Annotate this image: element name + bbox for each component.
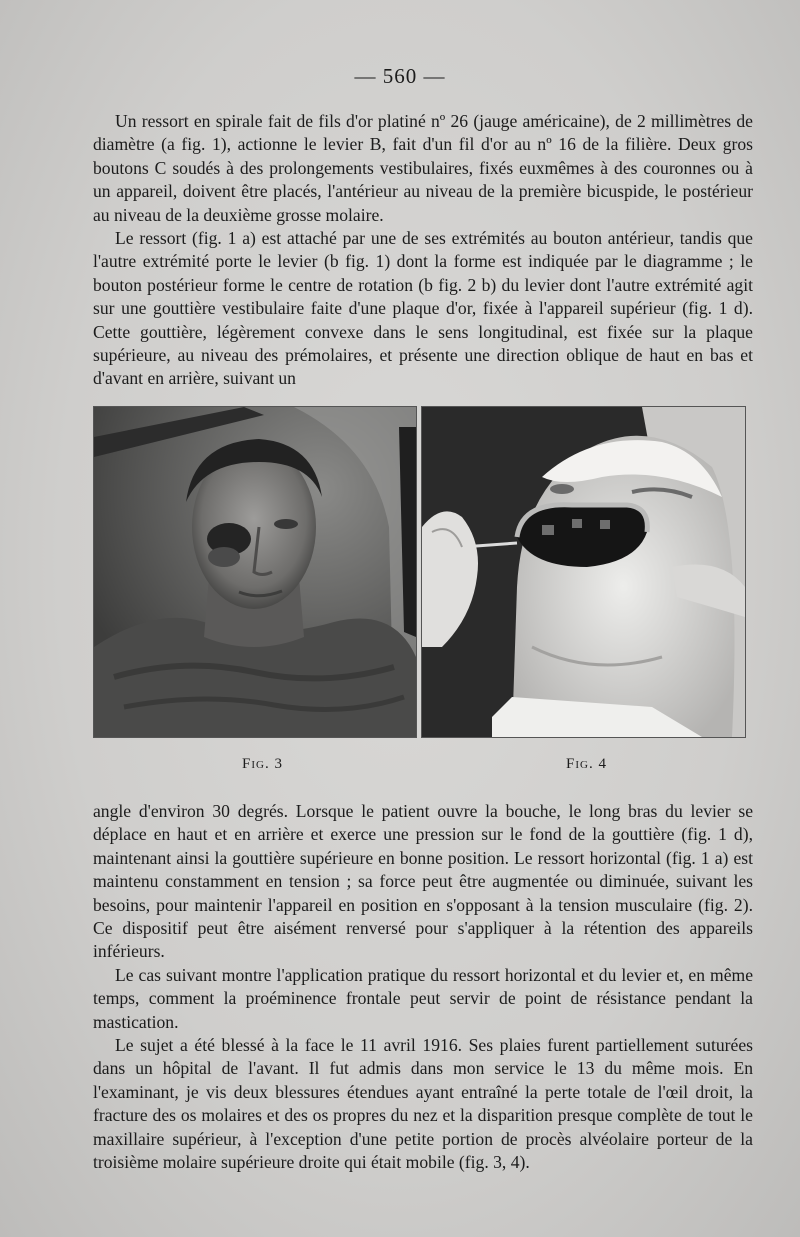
figure-3-caption: Fig. 3 (242, 756, 283, 772)
paragraph: Un ressort en spirale fait de fils d'or platiné nº 26 (jauge américaine), de 2 millimètres de diamètre (a fig. 1), actionne le levier B, fait d'un fil d'or au nº 16 de la filière. Deux gros boutons C soudés à des prolongements vestibulaires, fixés euxmêmes à des couronnes ou à un appareil, doivent être placés, l'antérieur au niveau de la première bicuspide, le postérieur au niveau de la deuxième grosse molaire. (93, 111, 753, 225)
text-block-top (93, 110, 753, 391)
paragraph: Le sujet a été blessé à la face le 11 avril 1916. Ses plaies furent partiellement suturées dans un hôpital de l'avant. Il fut admis dans mon service le 13 du même mois. En l'examinant, je vis deux blessures étendues ayant entraîné la perte totale de l'œil droit, la fracture des os molaires et des os propres du nez et la disparition presque complète de tout le maxillaire supérieur, à l'exception d'une petite portion de procès alvéolaire porteur de la troisième molaire supérieure droite qui était mobile (fig. 3, 4). (93, 1035, 753, 1173)
figure-3-photo (93, 406, 417, 738)
patient-face-photo (94, 407, 416, 737)
figure-4-caption: Fig. 4 (566, 756, 607, 772)
figure-4-photo (421, 406, 746, 738)
mouth-examination-photo (422, 407, 745, 737)
paragraph: Le ressort (fig. 1 a) est attaché par une de ses extrémités au bouton antérieur, tandis que l'autre extrémité porte le levier (b fig. 1) dont la forme est indiquée par le diagramme ; le bouton postérieur forme le centre de rotation (b fig. 2 b) du levier dont l'autre extrémité agit sur une gouttière vestibulaire faite d'une plaque d'or, fixée à l'appareil supérieur (fig. 1 d). Cette gouttière, légèrement convexe dans le sens longitudinal, est fixée sur la plaque supérieure, au niveau des prémolaires, et présente une direction oblique de haut en bas et d'avant en arrière, suivant un (93, 228, 753, 389)
paragraph: Le cas suivant montre l'application pratique du ressort horizontal et du levier et, en même temps, comment la proéminence frontale peut servir de point de résistance pendant la mastication. (93, 964, 753, 1032)
text-block-bottom (93, 800, 753, 1175)
page-number: — 560 — (354, 64, 446, 88)
paragraph: angle d'environ 30 degrés. Lorsque le patient ouvre la bouche, le long bras du levier se déplace en haut et en arrière et exerce une pression sur le fond de la gouttière (fig. 1 d), maintenant ainsi la gouttière supérieure en bonne position. Le ressort horizontal (fig. 1 a) est maintenu constamment en tension ; sa force peut être augmentée ou diminuée, suivant les besoins, pour maintenir l'appareil en position en s'opposant à la tension musculaire (fig. 2). Ce dispositif peut être aisément renversé pour s'appliquer à la rétention des appareils inférieurs. (93, 801, 753, 962)
